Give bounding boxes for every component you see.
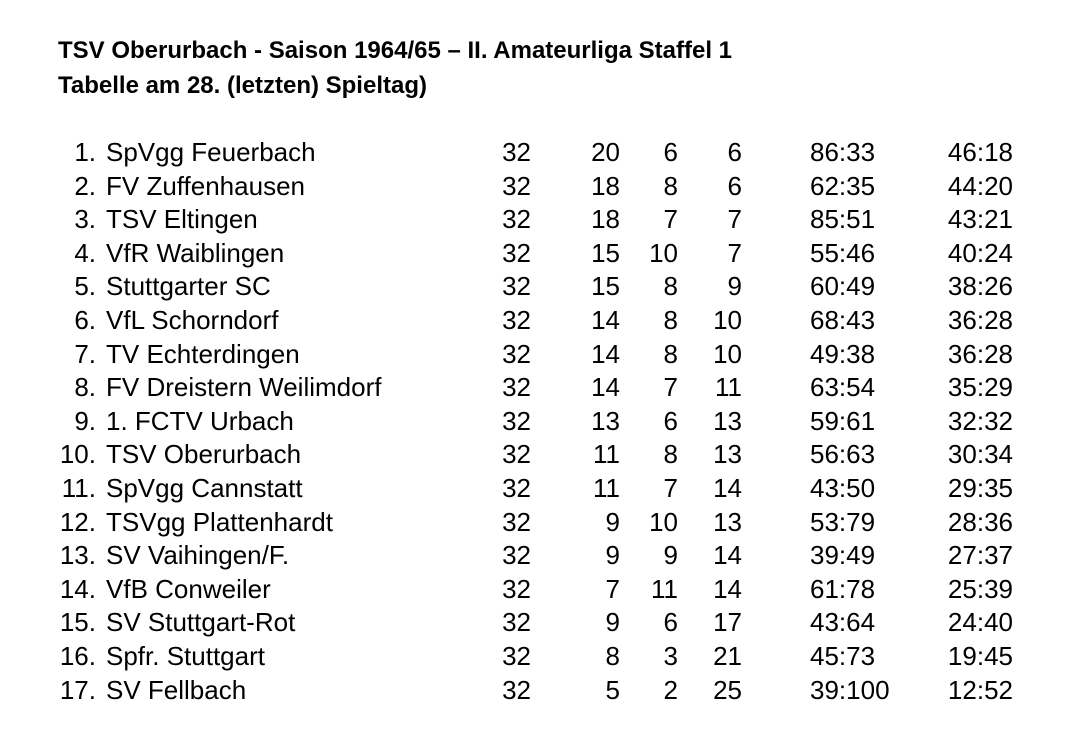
losses-cell: 14 bbox=[713, 472, 742, 503]
table-row bbox=[0, 506, 1072, 540]
wins-cell: 20 bbox=[591, 137, 620, 167]
rank-cell: 14. bbox=[59, 573, 96, 604]
losses-cell: 7 bbox=[727, 237, 742, 268]
wins-cell: 18 bbox=[591, 204, 620, 235]
losses-cell: 6 bbox=[727, 137, 742, 167]
losses-cell: 10 bbox=[713, 304, 742, 335]
wins-cell: 18 bbox=[591, 170, 620, 201]
rank-cell: 10. bbox=[59, 439, 96, 470]
draws-cell: 6 bbox=[663, 137, 678, 167]
points-cell: 38:26 bbox=[947, 271, 1013, 302]
table-row bbox=[0, 640, 1072, 674]
team-cell: SV Stuttgart-Rot bbox=[106, 607, 296, 638]
losses-cell: 6 bbox=[727, 170, 742, 201]
draws-cell: 7 bbox=[663, 372, 678, 403]
team-cell: VfB Conweiler bbox=[106, 573, 271, 604]
points-cell: 25:39 bbox=[947, 573, 1013, 604]
rank-cell: 7. bbox=[74, 338, 96, 369]
wins-cell: 14 bbox=[591, 304, 620, 335]
played-cell: 32 bbox=[502, 674, 531, 705]
points-cell: 27:37 bbox=[947, 540, 1013, 571]
page-subtitle: Tabelle am 28. (letzten) Spieltag) bbox=[58, 72, 427, 99]
wins-cell: 14 bbox=[591, 372, 620, 403]
played-cell: 32 bbox=[502, 137, 531, 167]
rank-cell: 17. bbox=[59, 674, 96, 705]
table-row bbox=[0, 539, 1072, 573]
points-cell: 19:45 bbox=[947, 640, 1013, 671]
played-cell: 32 bbox=[502, 506, 531, 537]
goals-cell: 61:78 bbox=[810, 573, 876, 604]
draws-cell: 6 bbox=[663, 607, 678, 638]
table-row bbox=[0, 472, 1072, 506]
team-cell: SpVgg Cannstatt bbox=[106, 472, 303, 503]
table-row bbox=[0, 203, 1072, 237]
rank-cell: 1. bbox=[74, 137, 96, 167]
goals-cell: 63:54 bbox=[810, 372, 876, 403]
points-cell: 29:35 bbox=[947, 472, 1013, 503]
draws-cell: 2 bbox=[663, 674, 678, 705]
points-cell: 40:24 bbox=[947, 237, 1013, 268]
goals-cell: 53:79 bbox=[810, 506, 876, 537]
team-cell: SV Fellbach bbox=[106, 674, 247, 705]
draws-cell: 8 bbox=[663, 271, 678, 302]
draws-cell: 6 bbox=[663, 405, 678, 436]
draws-cell: 3 bbox=[663, 640, 678, 671]
table-row bbox=[0, 438, 1072, 472]
rank-cell: 16. bbox=[59, 640, 96, 671]
rank-cell: 5. bbox=[74, 271, 96, 302]
points-cell: 35:29 bbox=[947, 372, 1013, 403]
goals-cell: 86:33 bbox=[810, 137, 876, 167]
draws-cell: 9 bbox=[663, 540, 678, 571]
draws-cell: 7 bbox=[663, 472, 678, 503]
table-row bbox=[0, 405, 1072, 439]
team-cell: SV Vaihingen/F. bbox=[106, 540, 290, 571]
draws-cell: 8 bbox=[663, 338, 678, 369]
losses-cell: 21 bbox=[713, 640, 742, 671]
table-row bbox=[0, 371, 1072, 405]
wins-cell: 11 bbox=[593, 472, 620, 503]
goals-cell: 62:35 bbox=[810, 170, 876, 201]
standings-table bbox=[0, 136, 1072, 707]
losses-cell: 14 bbox=[713, 573, 742, 604]
played-cell: 32 bbox=[502, 540, 531, 571]
points-cell: 44:20 bbox=[947, 170, 1013, 201]
points-cell: 30:34 bbox=[947, 439, 1013, 470]
played-cell: 32 bbox=[502, 607, 531, 638]
wins-cell: 8 bbox=[605, 640, 620, 671]
team-cell: 1. FCTV Urbach bbox=[106, 405, 294, 436]
table-row bbox=[0, 674, 1072, 708]
goals-cell: 45:73 bbox=[810, 640, 876, 671]
goals-cell: 55:46 bbox=[810, 237, 876, 268]
draws-cell: 10 bbox=[649, 506, 678, 537]
team-cell: FV Dreistern Weilimdorf bbox=[106, 372, 382, 403]
wins-cell: 11 bbox=[593, 439, 620, 470]
team-cell: Stuttgarter SC bbox=[106, 271, 271, 302]
table-row bbox=[0, 338, 1072, 372]
goals-cell: 39:100 bbox=[810, 674, 890, 705]
table-row bbox=[0, 304, 1072, 338]
losses-cell: 13 bbox=[713, 439, 742, 470]
table-row bbox=[0, 270, 1072, 304]
rank-cell: 8. bbox=[74, 372, 96, 403]
wins-cell: 9 bbox=[605, 607, 620, 638]
team-cell: SpVgg Feuerbach bbox=[106, 137, 316, 167]
rank-cell: 2. bbox=[74, 170, 96, 201]
team-cell: TSV Eltingen bbox=[106, 204, 258, 235]
goals-cell: 43:64 bbox=[810, 607, 876, 638]
goals-cell: 56:63 bbox=[810, 439, 876, 470]
goals-cell: 85:51 bbox=[810, 204, 876, 235]
rank-cell: 9. bbox=[74, 405, 96, 436]
goals-cell: 68:43 bbox=[810, 304, 876, 335]
played-cell: 32 bbox=[502, 472, 531, 503]
draws-cell: 8 bbox=[663, 439, 678, 470]
goals-cell: 59:61 bbox=[810, 405, 876, 436]
rank-cell: 3. bbox=[74, 204, 96, 235]
rank-cell: 6. bbox=[74, 304, 96, 335]
played-cell: 32 bbox=[502, 640, 531, 671]
played-cell: 32 bbox=[502, 405, 531, 436]
table-row bbox=[0, 136, 1072, 170]
losses-cell: 11 bbox=[715, 372, 742, 403]
losses-cell: 10 bbox=[713, 338, 742, 369]
draws-cell: 8 bbox=[663, 170, 678, 201]
team-cell: VfL Schorndorf bbox=[106, 304, 279, 335]
wins-cell: 9 bbox=[605, 506, 620, 537]
points-cell: 36:28 bbox=[947, 304, 1013, 335]
draws-cell: 11 bbox=[651, 573, 678, 604]
team-cell: TSV Oberurbach bbox=[106, 439, 302, 470]
goals-cell: 39:49 bbox=[810, 540, 876, 571]
points-cell: 32:32 bbox=[947, 405, 1013, 436]
played-cell: 32 bbox=[502, 338, 531, 369]
played-cell: 32 bbox=[502, 439, 531, 470]
played-cell: 32 bbox=[502, 204, 531, 235]
wins-cell: 5 bbox=[605, 674, 620, 705]
played-cell: 32 bbox=[502, 271, 531, 302]
team-cell: FV Zuffenhausen bbox=[106, 170, 305, 201]
losses-cell: 14 bbox=[713, 540, 742, 571]
losses-cell: 7 bbox=[727, 204, 742, 235]
goals-cell: 43:50 bbox=[810, 472, 876, 503]
points-cell: 24:40 bbox=[947, 607, 1013, 638]
points-cell: 28:36 bbox=[947, 506, 1013, 537]
team-cell: VfR Waiblingen bbox=[106, 237, 285, 268]
losses-cell: 13 bbox=[713, 405, 742, 436]
draws-cell: 8 bbox=[663, 304, 678, 335]
team-cell: Spfr. Stuttgart bbox=[106, 640, 265, 671]
draws-cell: 7 bbox=[663, 204, 678, 235]
wins-cell: 7 bbox=[605, 573, 620, 604]
rank-cell: 11. bbox=[61, 472, 96, 503]
played-cell: 32 bbox=[502, 304, 531, 335]
wins-cell: 15 bbox=[591, 271, 620, 302]
losses-cell: 25 bbox=[713, 674, 742, 705]
table-row bbox=[0, 573, 1072, 607]
wins-cell: 13 bbox=[591, 405, 620, 436]
draws-cell: 10 bbox=[649, 237, 678, 268]
team-cell: TV Echterdingen bbox=[106, 338, 300, 369]
page-title: TSV Oberurbach - Saison 1964/65 – II. Amateurliga Staffel 1 bbox=[58, 37, 733, 64]
played-cell: 32 bbox=[502, 237, 531, 268]
played-cell: 32 bbox=[502, 573, 531, 604]
losses-cell: 17 bbox=[713, 607, 742, 638]
goals-cell: 60:49 bbox=[810, 271, 876, 302]
rank-cell: 15. bbox=[59, 607, 96, 638]
wins-cell: 15 bbox=[591, 237, 620, 268]
wins-cell: 14 bbox=[591, 338, 620, 369]
points-cell: 46:18 bbox=[947, 137, 1013, 167]
team-cell: TSVgg Plattenhardt bbox=[106, 506, 333, 537]
table-row bbox=[0, 170, 1072, 204]
table-row bbox=[0, 606, 1072, 640]
played-cell: 32 bbox=[502, 372, 531, 403]
wins-cell: 9 bbox=[605, 540, 620, 571]
losses-cell: 9 bbox=[727, 271, 742, 302]
points-cell: 43:21 bbox=[947, 204, 1013, 235]
played-cell: 32 bbox=[502, 170, 531, 201]
points-cell: 36:28 bbox=[947, 338, 1013, 369]
rank-cell: 4. bbox=[74, 237, 96, 268]
rank-cell: 13. bbox=[59, 540, 96, 571]
points-cell: 12:52 bbox=[947, 674, 1013, 705]
table-row bbox=[0, 237, 1072, 271]
losses-cell: 13 bbox=[713, 506, 742, 537]
goals-cell: 49:38 bbox=[810, 338, 876, 369]
rank-cell: 12. bbox=[59, 506, 96, 537]
